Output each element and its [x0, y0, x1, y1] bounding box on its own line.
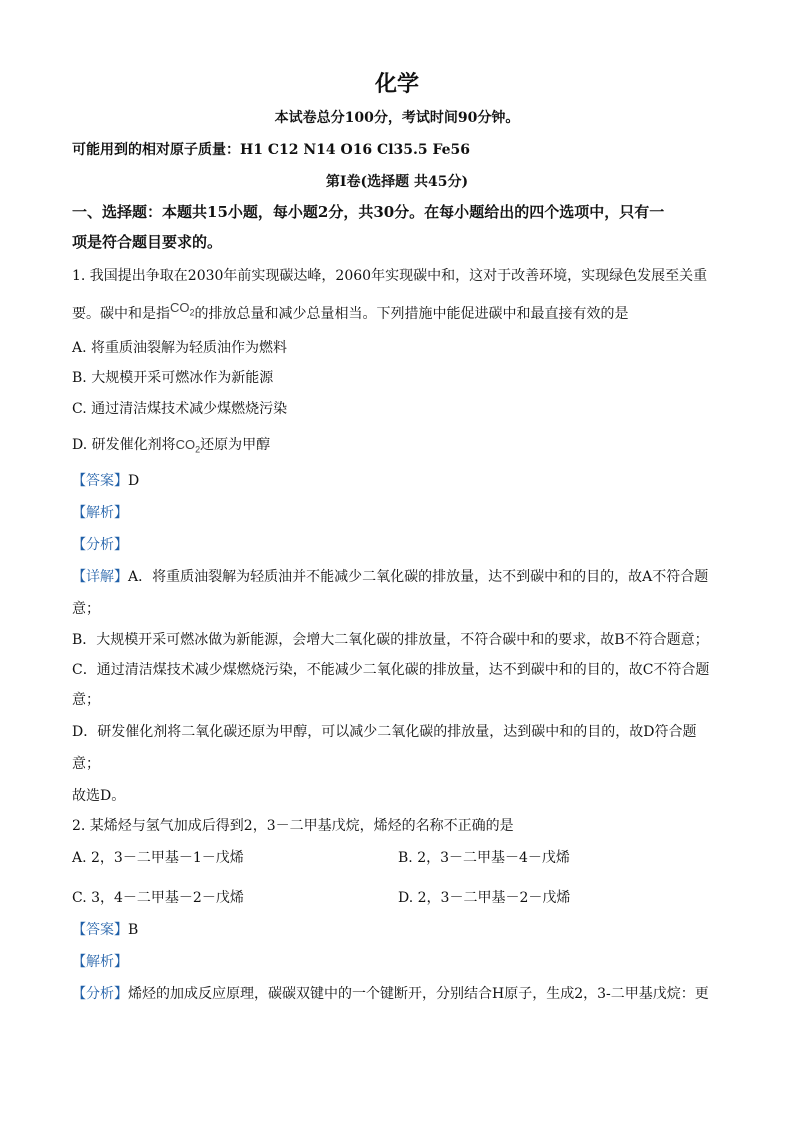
q1-conclusion: 故选D。: [72, 788, 126, 804]
q1-detail-c-line-2: 意；: [72, 692, 100, 708]
co-text: CO: [170, 300, 190, 315]
q1-detail-d-line-2: 意；: [72, 756, 100, 772]
q1-stem-line-1: 1. 我国提出争取在2030年前实现碳达峰，2060年实现碳中和，这对于改善环境，实现绿色发展至关重: [72, 268, 708, 284]
answer-value: D: [128, 473, 140, 489]
q1-detail-a-line-1: [72, 567, 708, 587]
q1-option-c: C. 通过清洁煤技术减少煤燃烧污染: [72, 401, 288, 417]
answer-value: B: [128, 922, 139, 938]
fenxi-text: 烯烃的加成反应原理，碳碳双键中的一个键断开，分别结合H原子，生成2，3-二甲基戊烷：更: [128, 986, 709, 1002]
q1-fenxi-tag: 【分析】: [72, 537, 128, 553]
q1-analysis-tag: 【解析】: [72, 505, 128, 521]
instruction-line-1: 一、选择题：本题共15小题，每小题2分，共30分。在每小题给出的四个选项中，只有一: [72, 203, 665, 221]
answer-tag: 【答案】: [72, 922, 128, 938]
q1-detail-b: B．大规模开采可燃冰做为新能源，会增大二氧化碳的排放量，不符合碳中和的要求，故B不符合题意；: [72, 632, 709, 648]
subscript-2: 2: [189, 307, 195, 318]
q2-fenxi: [72, 984, 709, 1004]
atomic-masses: 可能用到的相对原子质量：H1 C12 N14 O16 Cl35.5 Fe56: [72, 142, 471, 158]
q2-option-c: C. 3，4－二甲基－2－戊烯: [72, 890, 244, 906]
co2-formula: [170, 300, 195, 318]
instruction-line-2: 项是符合题目要求的。: [72, 233, 223, 251]
co2-formula-d: [175, 437, 201, 455]
exam-info: 本试卷总分100分，考试时间90分钟。: [274, 110, 520, 126]
q1-stem-text-a: 要。碳中和是指: [72, 306, 170, 322]
detail-tag: 【详解】: [72, 569, 128, 585]
fenxi-tag: 【分析】: [72, 986, 128, 1002]
q2-option-a: A. 2，3－二甲基－1－戊烯: [72, 850, 244, 866]
q1-option-b: B. 大规模开采可燃冰作为新能源: [72, 370, 274, 386]
q1-stem-line-2: [72, 300, 629, 329]
subscript-2-d: 2: [195, 444, 201, 455]
page-title: 化学: [374, 71, 419, 97]
q1-stem-text-b: 的排放总量和减少总量相当。下列措施中能促进碳中和最直接有效的是: [194, 306, 629, 322]
q1-option-d-text-a: D. 研发催化剂将: [72, 437, 176, 453]
section-title: 第Ⅰ卷(选择题 共45分): [325, 174, 469, 190]
q1-option-a: A. 将重质油裂解为轻质油作为燃料: [72, 340, 288, 356]
q1-detail-c-line-1: C．通过清洁煤技术减少煤燃烧污染，不能减少二氧化碳的排放量，达不到碳中和的目的，故C不符合题: [72, 662, 710, 678]
q1-option-d-text-b: 还原为甲醇: [200, 437, 271, 453]
q2-stem: 2. 某烯烃与氢气加成后得到2，3－二甲基戊烷，烯烃的名称不正确的是: [72, 818, 514, 834]
q2-option-d: D. 2，3－二甲基－2－戊烯: [398, 890, 571, 906]
q2-option-b: B. 2，3－二甲基－4－戊烯: [398, 850, 570, 866]
co-text-d: CO: [175, 437, 196, 452]
q2-answer: [72, 920, 138, 940]
q1-detail-a-line-2: 意；: [72, 601, 100, 617]
answer-tag: 【答案】: [72, 473, 128, 489]
q1-answer: [72, 471, 139, 491]
detail-a-text: A．将重质油裂解为轻质油并不能减少二氧化碳的排放量，达不到碳中和的目的，故A不符合题: [128, 569, 709, 585]
q2-analysis-tag: 【解析】: [72, 954, 128, 970]
q1-option-d: [72, 435, 270, 460]
q1-detail-d-line-1: D．研发催化剂将二氧化碳还原为甲醇，可以减少二氧化碳的排放量，达到碳中和的目的，故D符合题: [72, 724, 697, 740]
